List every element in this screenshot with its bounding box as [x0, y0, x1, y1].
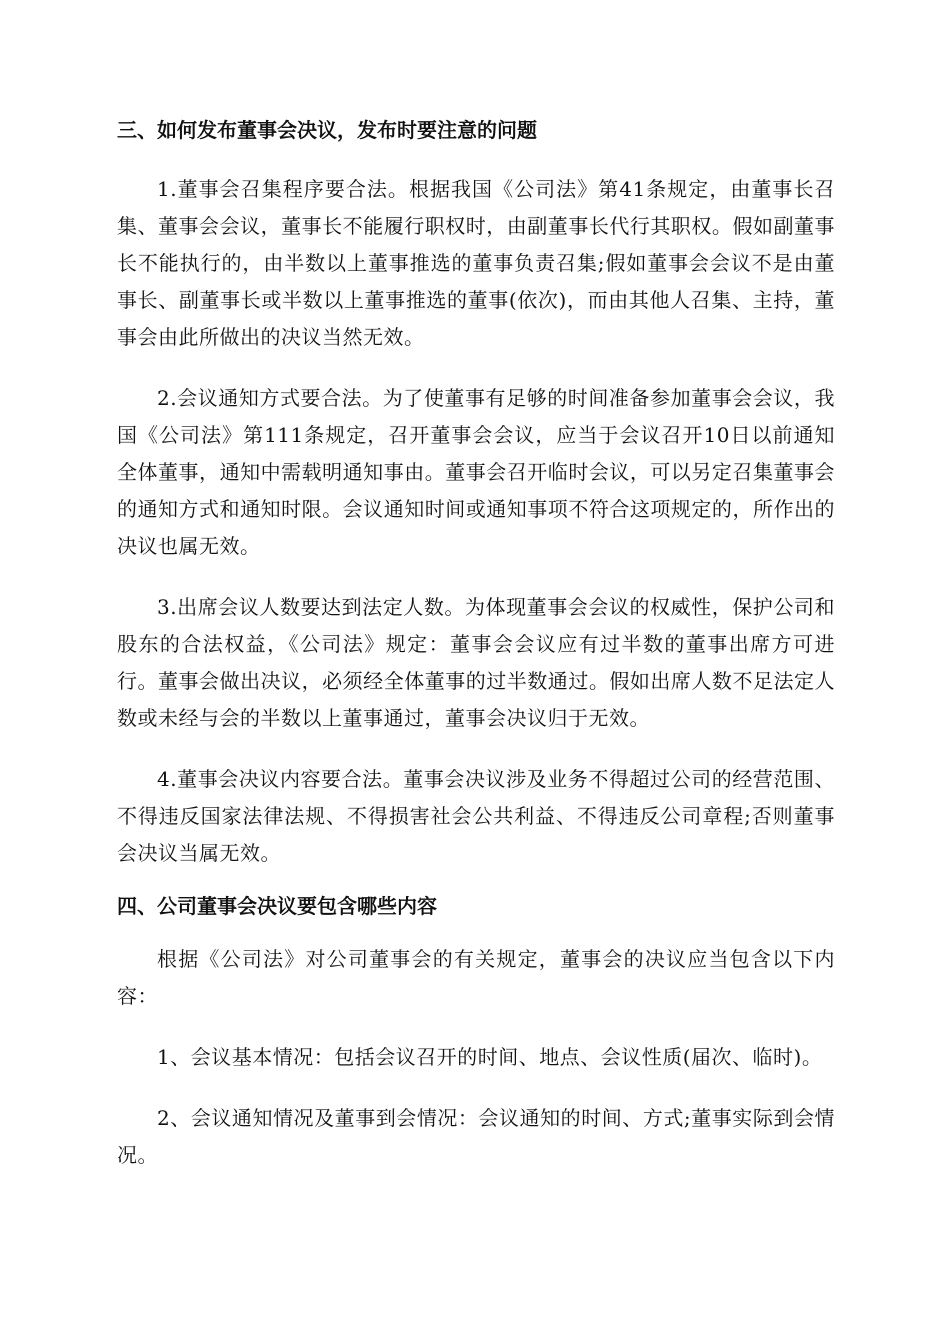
paragraph-quorum: 3.出席会议人数要达到法定人数。为体现董事会会议的权威性，保护公司和股东的合法权益，《公司法》规定：董事会会议应有过半数的董事出席方可进行。董事会做出决议，必须经全体董事的过半数通过。假如出席人数不足法定人数或未经与会的半数以上董事通过，董事会决议归于无效。 [117, 595, 835, 730]
paragraph-resolution-content: 4.董事会决议内容要合法。董事会决议涉及业务不得超过公司的经营范围、不得违反国家法律法规、不得损害社会公共利益、不得违反公司章程;否则董事会决议当属无效。 [117, 767, 835, 865]
list-item-notice-attendance: 2、会议通知情况及董事到会情况：会议通知的时间、方式;董事实际到会情况。 [117, 1106, 835, 1167]
section-heading-4: 四、公司董事会决议要包含哪些内容 [117, 894, 437, 918]
paragraph-convening-procedure: 1.董事会召集程序要合法。根据我国《公司法》第41条规定，由董事长召集、董事会会议，董事长不能履行职权时，由副董事长代行其职权。假如副董事长不能执行的，由半数以上董事推选的董事负责召集;假如董事会会议不是由董事长、副董事长或半数以上董事推选的董事(依次)，而由其他人召集、主持，董事会由此所做出的决议当然无效。 [117, 177, 835, 349]
list-item-meeting-basics: 1、会议基本情况：包括会议召开的时间、地点、会议性质(届次、临时)。 [157, 1045, 823, 1069]
document-body [117, 112, 835, 1174]
section-heading-3: 三、如何发布董事会决议，发布时要注意的问题 [117, 118, 537, 142]
paragraph-notice-method: 2.会议通知方式要合法。为了使董事有足够的时间准备参加董事会会议，我国《公司法》第111条规定，召开董事会会议，应当于会议召开10日以前通知全体董事，通知中需载明通知事由。董事会召开临时会议，可以另定召集董事会的通知方式和通知时限。会议通知时间或通知事项不符合这项规定的，所作出的决议也属无效。 [117, 386, 835, 558]
paragraph-intro: 根据《公司法》对公司董事会的有关规定，董事会的决议应当包含以下内容： [117, 947, 835, 1008]
